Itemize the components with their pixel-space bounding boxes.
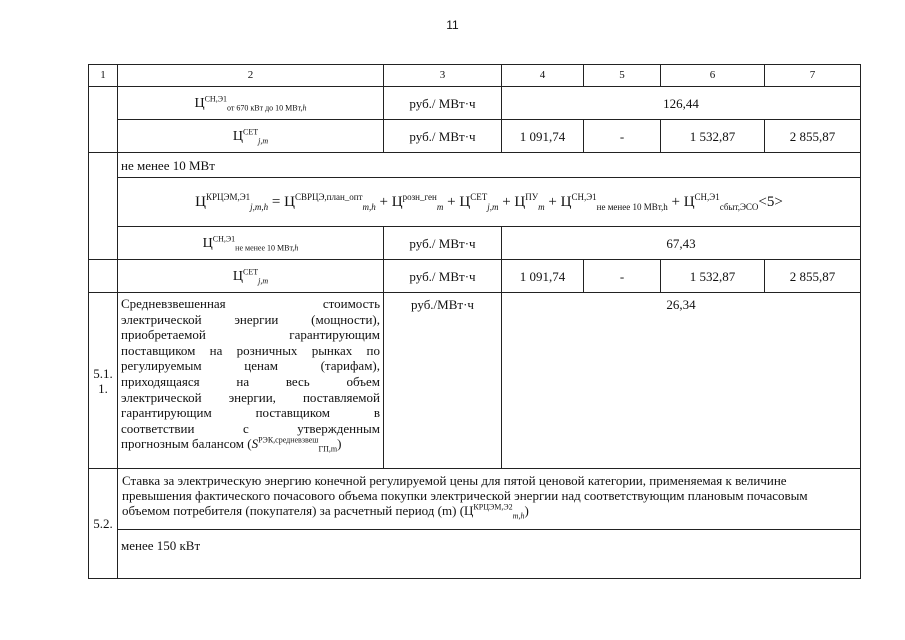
formula-symbol: Ц xyxy=(683,193,695,210)
symbol-cell xyxy=(118,260,384,293)
symbol-cell xyxy=(118,227,384,260)
formula-sub: m,h xyxy=(512,511,525,521)
header-cell: 7 xyxy=(765,65,861,87)
section-heading: не менее 10 МВт xyxy=(118,153,861,178)
value-cell: 126,44 xyxy=(502,87,861,120)
table-row xyxy=(89,260,861,293)
symbol-sup: СН,Э1 xyxy=(212,234,236,244)
item-number-line: 5.1. xyxy=(93,365,113,381)
formula-symbol: Ц xyxy=(464,503,474,518)
table-row xyxy=(89,87,861,120)
description-line: гарантирующим поставщиком в xyxy=(121,405,380,421)
formula-symbol: Ц xyxy=(514,193,526,210)
formula-sup: ПУ xyxy=(525,191,539,202)
item-number xyxy=(89,293,118,469)
closing-paren: ) xyxy=(524,503,529,518)
unit-cell: руб./МВт·ч xyxy=(384,293,502,469)
section-heading: менее 150 кВт xyxy=(118,530,861,579)
formula-sup: СЕТ xyxy=(470,191,488,202)
unit-cell: руб./ МВт·ч xyxy=(384,227,502,260)
table-row xyxy=(89,120,861,153)
value-cell: 2 855,87 xyxy=(765,260,861,293)
header-row xyxy=(89,65,861,87)
symbol-sub-h: h xyxy=(302,103,307,113)
unit-cell: руб./ МВт·ч xyxy=(384,120,502,153)
header-cell: 2 xyxy=(118,65,384,87)
symbol-base: Ц xyxy=(194,96,205,111)
symbol-base: Ц xyxy=(232,129,243,144)
header-cell: 1 xyxy=(89,65,118,87)
row-number-cell xyxy=(89,87,118,153)
formula-note: <5> xyxy=(758,193,783,210)
s-symbol: S xyxy=(251,436,259,452)
formula-sup: СВРЦЭ,план_опт xyxy=(294,191,363,202)
description-line: Средневзвешенная стоимость xyxy=(121,296,380,311)
s-symbol-sup: РЭК,средневзвеш xyxy=(258,436,319,446)
formula-symbol: Ц xyxy=(459,193,471,210)
s-symbol-sub: ГП,m xyxy=(318,444,338,454)
table-row xyxy=(89,178,861,227)
formula-symbol: Ц xyxy=(195,193,206,210)
value-cell: 1 532,87 xyxy=(661,260,765,293)
description-line: поставщиком на розничных рынках по xyxy=(121,342,380,358)
symbol-sub: от 670 кВт до 10 МВт, xyxy=(227,103,303,113)
formula-sub: j,m,h xyxy=(250,201,269,212)
symbol-sub-h: h xyxy=(294,243,299,253)
unit-cell: руб./ МВт·ч xyxy=(384,87,502,120)
symbol-base: Ц xyxy=(202,236,213,251)
symbol-sub: j,m xyxy=(258,276,269,286)
header-cell: 5 xyxy=(584,65,661,87)
value-cell: 67,43 xyxy=(502,227,861,260)
value-cell: 2 855,87 xyxy=(765,120,861,153)
symbol-sub: j,m xyxy=(258,136,269,146)
header-cell: 6 xyxy=(661,65,765,87)
tariff-table xyxy=(88,64,861,579)
description-last-line xyxy=(121,436,380,452)
symbol-base: Ц xyxy=(232,269,243,284)
table-row xyxy=(89,293,861,469)
symbol-cell xyxy=(118,87,384,120)
description-line: приобретаемой гарантирующим xyxy=(121,327,380,343)
unit-cell: руб./ МВт·ч xyxy=(384,260,502,293)
item-description xyxy=(118,293,384,469)
item-description xyxy=(118,469,861,530)
formula-sup: СН,Э1 xyxy=(694,191,720,202)
formula-sub: m xyxy=(538,201,545,212)
header-cell: 4 xyxy=(502,65,584,87)
formula-sub: не менее 10 МВт,h xyxy=(596,201,668,212)
description-line: приходящаяся на весь объем xyxy=(121,373,380,389)
formula-sub: m xyxy=(436,201,444,212)
row-number-cell xyxy=(89,153,118,260)
formula-symbol: Ц xyxy=(284,193,295,210)
closing-paren: ) xyxy=(337,436,342,452)
table-row xyxy=(89,530,861,579)
symbol-cell xyxy=(118,120,384,153)
value-cell: - xyxy=(584,260,661,293)
value-cell: 1 532,87 xyxy=(661,120,765,153)
formula-sub: m,h xyxy=(362,201,376,212)
value-cell: 26,34 xyxy=(502,293,861,469)
formula-sub: сбыт,ЭСО xyxy=(719,201,759,212)
symbol-sup: СЕТ xyxy=(243,127,259,137)
description-line: электрической энергии (мощности), xyxy=(121,311,380,327)
formula-cell: $Ц^{КРЦЭМ,Э1}_{j,m,h} = Ц^{СВРЦЭ,план\_опт}_{m,h} + Ц^{розн\_ген}_m + Ц^{СЕТ}_{j,m} + Ц^{ПУ}_m + Ц^{СН,Э1}_{не менее 10 МВт,h} + Ц^{СН,Э1}_{сбыт,ЭСО}<5>$ xyxy=(118,178,861,227)
description-line: регулируемым ценам (тарифам), xyxy=(121,358,380,374)
table-row xyxy=(89,153,861,178)
description-line: электрической энергии, поставляемой xyxy=(121,389,380,405)
description-text: прогнозным балансом ( xyxy=(121,436,252,452)
description-line: соответствии с утвержденным xyxy=(121,420,380,436)
item-number-line: 1. xyxy=(98,380,108,396)
formula-sub: j,m xyxy=(487,201,499,212)
formula-symbol: Ц xyxy=(560,193,572,210)
formula-symbol: Ц xyxy=(391,193,403,210)
table-row xyxy=(89,469,861,530)
formula-sup: КРЦЭМ,Э1 xyxy=(206,191,251,202)
formula-sup: СН,Э1 xyxy=(571,191,597,202)
description-text: Ставка за электрическую энергию конечной регулируемой цены для пятой ценовой категории, применяемая к величине превышения фактического почасового объема покупки электрической энергии над соответствующим плановым почасовым объемом потребителя (покупателя) за расчетный период (m) ( xyxy=(122,473,808,518)
header-cell: 3 xyxy=(384,65,502,87)
symbol-sup: СН,Э1 xyxy=(204,94,227,104)
value-cell: 1 091,74 xyxy=(502,260,584,293)
symbol-sub: не менее 10 МВт, xyxy=(235,243,295,253)
symbol-sup: СЕТ xyxy=(243,267,259,277)
value-cell: - xyxy=(584,120,661,153)
formula-sup: КРЦЭМ,Э2 xyxy=(473,502,513,512)
page-number: 11 xyxy=(446,18,459,32)
item-number: 5.2. xyxy=(89,469,118,579)
value-cell: 1 091,74 xyxy=(502,120,584,153)
formula-sup: розн_ген xyxy=(402,191,437,202)
table-row xyxy=(89,227,861,260)
row-number-cell xyxy=(89,260,118,293)
